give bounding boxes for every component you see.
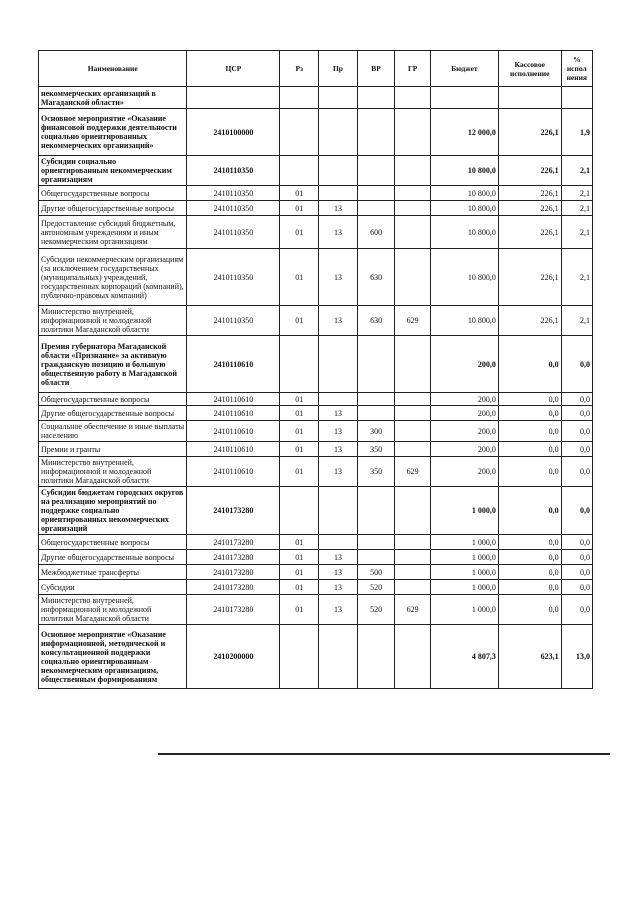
table-row	[39, 109, 593, 156]
header-cash: Кассовое исполнение	[498, 51, 561, 87]
row-cash: 0,0	[498, 565, 561, 580]
row-vr	[357, 156, 395, 186]
row-percent: 0,0	[561, 487, 592, 535]
row-gr	[395, 421, 431, 442]
header-rz: Рз	[280, 51, 319, 87]
row-gr	[395, 565, 431, 580]
table-body	[39, 87, 593, 689]
row-cash: 226,1	[498, 186, 561, 201]
row-gr: 629	[395, 457, 431, 487]
row-budget: 1 000,0	[430, 595, 498, 625]
row-name: Субсидии бюджетам городских округов на реализацию мероприятий по поддержке социально ориентированных некоммерческих организаций	[39, 487, 187, 535]
row-rz: 01	[280, 393, 319, 406]
row-cash: 226,1	[498, 109, 561, 156]
row-csr: 2410110610	[187, 406, 280, 421]
row-csr: 2410100000	[187, 109, 280, 156]
row-pr: 13	[319, 595, 358, 625]
row-budget: 1 000,0	[430, 580, 498, 595]
row-percent: 1,9	[561, 109, 592, 156]
row-gr	[395, 336, 431, 393]
row-cash: 226,1	[498, 201, 561, 216]
table-row	[39, 457, 593, 487]
row-pr	[319, 535, 358, 550]
table-row	[39, 201, 593, 216]
row-pr: 13	[319, 201, 358, 216]
row-rz	[280, 87, 319, 109]
row-gr	[395, 87, 431, 109]
header-name: Наименование	[39, 51, 187, 87]
row-gr	[395, 442, 431, 457]
row-csr: 2410110350	[187, 249, 280, 306]
row-name: Основное мероприятие «Оказание финансовой поддержки деятельности социально ориентированных некоммерческих организаций»	[39, 109, 187, 156]
row-pr: 13	[319, 565, 358, 580]
table-row	[39, 421, 593, 442]
row-csr: 2410110350	[187, 306, 280, 336]
header-percent: % испол нения	[561, 51, 592, 87]
row-csr: 2410110610	[187, 457, 280, 487]
row-pr: 13	[319, 550, 358, 565]
row-cash	[498, 87, 561, 109]
header-budget: Бюджет	[430, 51, 498, 87]
budget-table	[38, 50, 593, 689]
row-name: Субсидии	[39, 580, 187, 595]
row-budget: 200,0	[430, 421, 498, 442]
row-percent	[561, 87, 592, 109]
row-rz: 01	[280, 249, 319, 306]
row-rz	[280, 625, 319, 689]
row-pr	[319, 625, 358, 689]
table-row	[39, 487, 593, 535]
row-budget: 1 000,0	[430, 535, 498, 550]
table-row	[39, 156, 593, 186]
row-percent: 0,0	[561, 595, 592, 625]
row-cash: 0,0	[498, 336, 561, 393]
row-name: Общегосударственные вопросы	[39, 186, 187, 201]
table-row	[39, 406, 593, 421]
table-row	[39, 550, 593, 565]
row-name: Премия губернатора Магаданской области «Признание» за активную гражданскую позицию и большую общественную работу в Магаданской области	[39, 336, 187, 393]
row-vr: 300	[357, 421, 395, 442]
row-pr: 13	[319, 580, 358, 595]
row-rz: 01	[280, 580, 319, 595]
row-percent: 0,0	[561, 535, 592, 550]
row-percent: 2,1	[561, 156, 592, 186]
row-budget: 200,0	[430, 457, 498, 487]
row-budget: 1 000,0	[430, 565, 498, 580]
row-rz: 01	[280, 595, 319, 625]
row-rz	[280, 336, 319, 393]
row-budget: 200,0	[430, 336, 498, 393]
row-percent: 0,0	[561, 550, 592, 565]
row-pr	[319, 87, 358, 109]
row-cash: 0,0	[498, 535, 561, 550]
row-vr	[357, 186, 395, 201]
row-pr	[319, 156, 358, 186]
row-budget	[430, 87, 498, 109]
row-cash: 226,1	[498, 156, 561, 186]
table-row	[39, 336, 593, 393]
row-percent: 0,0	[561, 421, 592, 442]
table-row	[39, 565, 593, 580]
row-budget: 200,0	[430, 406, 498, 421]
row-rz: 01	[280, 306, 319, 336]
row-vr: 520	[357, 595, 395, 625]
table-row	[39, 393, 593, 406]
row-name: Основное мероприятие «Оказание информационной, методической и консультационной поддержки социально ориентированным некоммерческим организациям, общественным формированиям	[39, 625, 187, 689]
row-pr: 13	[319, 457, 358, 487]
row-vr: 630	[357, 306, 395, 336]
row-name: Субсидии некоммерческим организациям (за исключением государственных (муниципальных) учреждений, государственных корпораций (компаний), публично-правовых компаний)	[39, 249, 187, 306]
row-vr: 520	[357, 580, 395, 595]
row-percent: 2,1	[561, 186, 592, 201]
row-csr: 2410173280	[187, 580, 280, 595]
row-percent: 2,1	[561, 201, 592, 216]
header-vr: ВР	[357, 51, 395, 87]
row-vr: 350	[357, 457, 395, 487]
row-rz	[280, 487, 319, 535]
row-pr	[319, 393, 358, 406]
row-name: Министерство внутренней, информационной и молодежной политики Магаданской области	[39, 595, 187, 625]
row-csr: 2410173280	[187, 595, 280, 625]
row-budget: 4 807,3	[430, 625, 498, 689]
row-name: Министерство внутренней, информационной и молодежной политики Магаданской области	[39, 457, 187, 487]
row-csr: 2410110610	[187, 421, 280, 442]
row-gr	[395, 535, 431, 550]
header-gr: ГР	[395, 51, 431, 87]
row-name: Общегосударственные вопросы	[39, 535, 187, 550]
row-cash: 0,0	[498, 580, 561, 595]
row-rz	[280, 156, 319, 186]
table-header-row	[39, 51, 593, 87]
row-vr	[357, 625, 395, 689]
row-percent: 0,0	[561, 336, 592, 393]
row-cash: 0,0	[498, 406, 561, 421]
row-rz: 01	[280, 186, 319, 201]
row-vr	[357, 535, 395, 550]
row-rz: 01	[280, 216, 319, 249]
row-pr	[319, 109, 358, 156]
row-name: Премии и гранты	[39, 442, 187, 457]
row-csr: 2410110350	[187, 201, 280, 216]
row-rz: 01	[280, 535, 319, 550]
row-pr	[319, 186, 358, 201]
row-percent: 0,0	[561, 580, 592, 595]
row-gr	[395, 186, 431, 201]
row-rz	[280, 109, 319, 156]
row-gr: 629	[395, 306, 431, 336]
row-percent: 0,0	[561, 406, 592, 421]
row-budget: 200,0	[430, 442, 498, 457]
row-name: Социальное обеспечение и иные выплаты населению	[39, 421, 187, 442]
row-budget: 10 800,0	[430, 216, 498, 249]
row-gr	[395, 406, 431, 421]
row-percent: 13,0	[561, 625, 592, 689]
row-cash: 0,0	[498, 421, 561, 442]
table-row	[39, 186, 593, 201]
row-rz: 01	[280, 201, 319, 216]
row-vr: 600	[357, 216, 395, 249]
row-pr: 13	[319, 216, 358, 249]
row-csr: 2410110610	[187, 442, 280, 457]
row-budget: 12 000,0	[430, 109, 498, 156]
row-pr: 13	[319, 249, 358, 306]
row-budget: 10 800,0	[430, 249, 498, 306]
row-budget: 1 000,0	[430, 550, 498, 565]
row-cash: 623,1	[498, 625, 561, 689]
row-budget: 10 800,0	[430, 306, 498, 336]
row-csr: 2410110350	[187, 186, 280, 201]
row-rz: 01	[280, 421, 319, 442]
row-rz: 01	[280, 406, 319, 421]
table-row	[39, 535, 593, 550]
row-percent: 0,0	[561, 442, 592, 457]
row-gr	[395, 580, 431, 595]
row-cash: 226,1	[498, 216, 561, 249]
header-csr: ЦСР	[187, 51, 280, 87]
row-vr	[357, 336, 395, 393]
row-vr	[357, 487, 395, 535]
row-cash: 0,0	[498, 595, 561, 625]
row-cash: 0,0	[498, 442, 561, 457]
row-vr	[357, 550, 395, 565]
row-cash: 226,1	[498, 249, 561, 306]
row-name: Другие общегосударственные вопросы	[39, 406, 187, 421]
row-percent: 2,1	[561, 216, 592, 249]
table-row	[39, 249, 593, 306]
row-vr	[357, 406, 395, 421]
row-cash: 226,1	[498, 306, 561, 336]
row-cash: 0,0	[498, 550, 561, 565]
row-name: Общегосударственные вопросы	[39, 393, 187, 406]
row-cash: 0,0	[498, 487, 561, 535]
header-pr: Пр	[319, 51, 358, 87]
row-pr	[319, 336, 358, 393]
row-csr: 2410110610	[187, 393, 280, 406]
row-gr	[395, 550, 431, 565]
row-csr	[187, 87, 280, 109]
row-percent: 0,0	[561, 565, 592, 580]
row-budget: 10 800,0	[430, 156, 498, 186]
row-percent: 2,1	[561, 249, 592, 306]
row-csr: 2410110350	[187, 216, 280, 249]
row-pr: 13	[319, 406, 358, 421]
row-csr: 2410173280	[187, 550, 280, 565]
row-pr: 13	[319, 421, 358, 442]
row-budget: 200,0	[430, 393, 498, 406]
row-rz: 01	[280, 565, 319, 580]
row-vr: 350	[357, 442, 395, 457]
row-gr	[395, 487, 431, 535]
row-csr: 2410110350	[187, 156, 280, 186]
row-pr: 13	[319, 306, 358, 336]
row-percent: 0,0	[561, 393, 592, 406]
row-vr	[357, 393, 395, 406]
row-cash: 0,0	[498, 457, 561, 487]
row-csr: 2410173280	[187, 565, 280, 580]
row-percent: 0,0	[561, 457, 592, 487]
row-rz: 01	[280, 550, 319, 565]
row-vr	[357, 201, 395, 216]
table-row	[39, 306, 593, 336]
row-vr	[357, 87, 395, 109]
row-name: Другие общегосударственные вопросы	[39, 550, 187, 565]
row-name: Другие общегосударственные вопросы	[39, 201, 187, 216]
row-gr	[395, 201, 431, 216]
row-vr	[357, 109, 395, 156]
row-rz: 01	[280, 442, 319, 457]
row-gr	[395, 216, 431, 249]
row-gr	[395, 249, 431, 306]
row-gr	[395, 625, 431, 689]
table-row	[39, 87, 593, 109]
row-percent: 2,1	[561, 306, 592, 336]
row-gr: 629	[395, 595, 431, 625]
row-pr: 13	[319, 442, 358, 457]
row-csr: 2410200000	[187, 625, 280, 689]
table-row	[39, 216, 593, 249]
row-name: Межбюджетные трансферты	[39, 565, 187, 580]
row-name: Субсидии социально ориентированным некоммерческим организациям	[39, 156, 187, 186]
table-row	[39, 580, 593, 595]
row-gr	[395, 109, 431, 156]
table-row	[39, 625, 593, 689]
row-name: Предоставление субсидий бюджетным, автономным учреждениям и иным некоммерческим организациям	[39, 216, 187, 249]
table-row	[39, 595, 593, 625]
footer-rule	[158, 753, 610, 755]
row-gr	[395, 393, 431, 406]
row-name: Министерство внутренней, информационной и молодежной политики Магаданской области	[39, 306, 187, 336]
row-name: некоммерческих организаций в Магаданской области»	[39, 87, 187, 109]
table-row	[39, 442, 593, 457]
row-budget: 10 800,0	[430, 201, 498, 216]
row-rz: 01	[280, 457, 319, 487]
row-csr: 2410173280	[187, 535, 280, 550]
row-csr: 2410110610	[187, 336, 280, 393]
row-pr	[319, 487, 358, 535]
row-csr: 2410173280	[187, 487, 280, 535]
row-vr: 630	[357, 249, 395, 306]
row-vr: 500	[357, 565, 395, 580]
row-budget: 1 000,0	[430, 487, 498, 535]
row-cash: 0,0	[498, 393, 561, 406]
row-budget: 10 800,0	[430, 186, 498, 201]
row-gr	[395, 156, 431, 186]
